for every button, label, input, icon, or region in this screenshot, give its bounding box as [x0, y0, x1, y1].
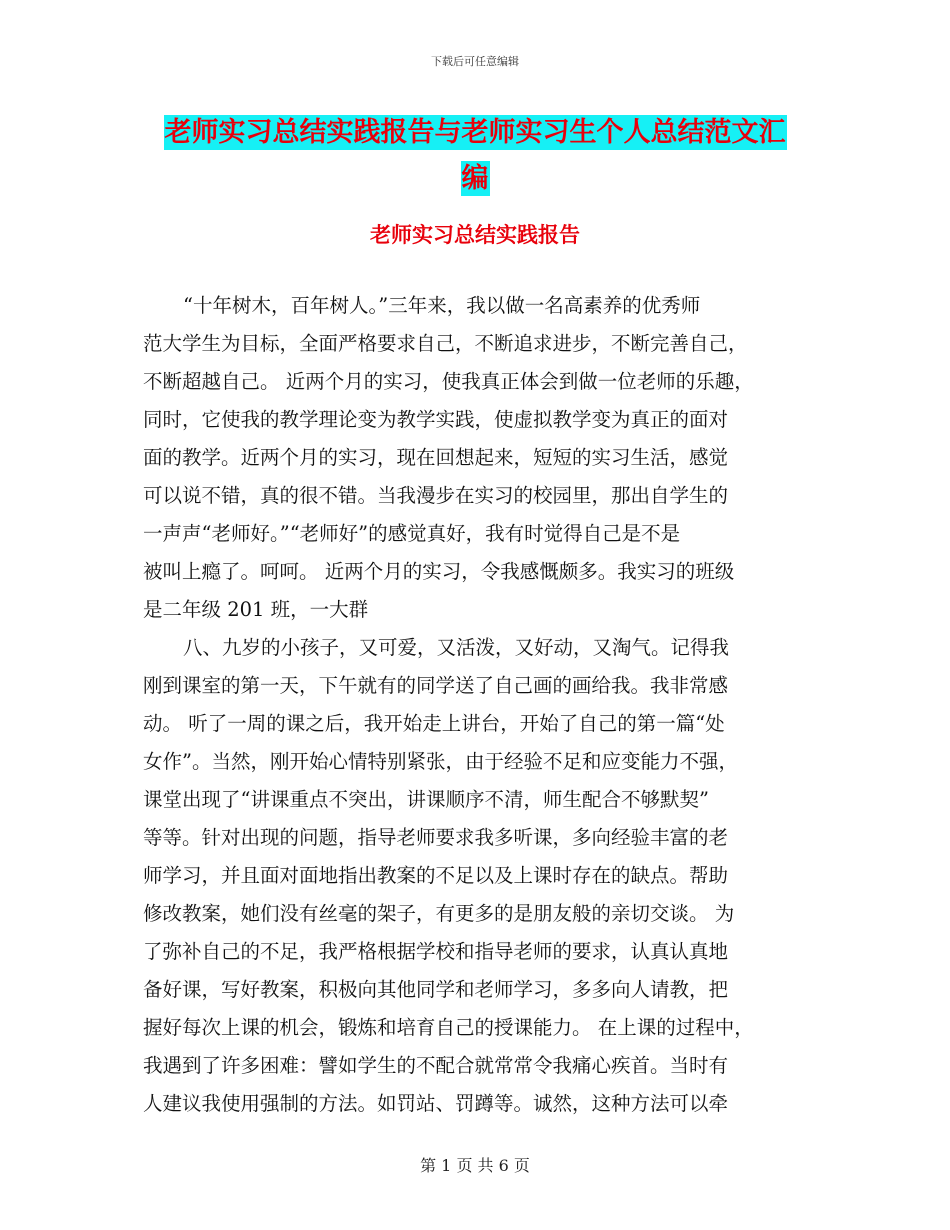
text-line: 修改教案，她们没有丝毫的架子，有更多的是朋友般的亲切交谈。 为 [143, 902, 735, 925]
text-line: 我遇到了许多困难：譬如学生的不配合就常常令我痛心疾首。当时有 [143, 1054, 729, 1077]
text-line: 八、九岁的小孩子，又可爱，又活泼，又好动，又淘气。记得我 [183, 636, 730, 659]
text-line: 了弥补自己的不足，我严格根据学校和指导老师的要求，认真认真地 [143, 940, 729, 963]
text-line: 刚到课室的第一天，下午就有的同学送了自己画的画给我。我非常感 [143, 674, 729, 697]
text-line: 备好课，写好教案，积极向其他同学和老师学习，多多向人请教，把 [143, 978, 729, 1001]
text-line: 等等。针对出现的问题，指导老师要求我多听课，多向经验丰富的老 [143, 826, 729, 849]
text-line: 课堂出现了“讲课重点不突出，讲课顺序不清，师生配合不够默契” [143, 788, 709, 811]
text-line: 可以说不错，真的很不错。当我漫步在实习的校园里，那出自学生的 [143, 484, 729, 507]
title-line-1: 老师实习总结实践报告与老师实习生个人总结范文汇 [164, 117, 786, 148]
text-line: 师学习，并且面对面地指出教案的不足以及上课时存在的缺点。帮助 [143, 864, 729, 887]
text-line: 握好每次上课的机会，锻炼和培育自己的授课能力。 在上课的过程中， [143, 1016, 754, 1039]
body-text [143, 287, 813, 1123]
text-line: 动。 听了一周的课之后，我开始走上讲台，开始了自己的第一篇“处 [143, 712, 725, 735]
text-line: 是二年级 201 班，一大群 [143, 598, 369, 621]
text-line: 同时，它使我的教学理论变为教学实践，使虚拟教学变为真正的面对 [143, 408, 729, 431]
page-number-footer: 第 1 页 共 6 页 [420, 1156, 530, 1175]
text-line: 范大学生为目标，全面严格要求自己，不断追求进步，不断完善自己， [143, 332, 748, 355]
text-line: 面的教学。近两个月的实习，现在回想起来，短短的实习生活，感觉 [143, 446, 729, 469]
section-title: 老师实习总结实践报告 [370, 223, 580, 247]
text-line: 女作”。当然，刚开始心情特别紧张，由于经验不足和应变能力不强， [143, 750, 738, 773]
document-title [0, 110, 950, 202]
text-line: 一声声“老师好。”“老师好”的感觉真好，我有时觉得自己是不是 [143, 522, 681, 545]
text-line: 不断超越自己。 近两个月的实习，使我真正体会到做一位老师的乐趣， [143, 370, 754, 393]
header-note: 下载后可任意编辑 [431, 55, 519, 68]
title-line-2: 编 [461, 163, 489, 194]
text-line: “十年树木，百年树人。”三年来，我以做一名高素养的优秀师 [183, 294, 701, 317]
text-line: 人建议我使用强制的方法。如罚站、罚蹲等。诚然，这种方法可以牵 [143, 1092, 729, 1115]
text-line: 被叫上瘾了。呵呵。 近两个月的实习，令我感慨颇多。我实习的班级 [143, 560, 735, 583]
